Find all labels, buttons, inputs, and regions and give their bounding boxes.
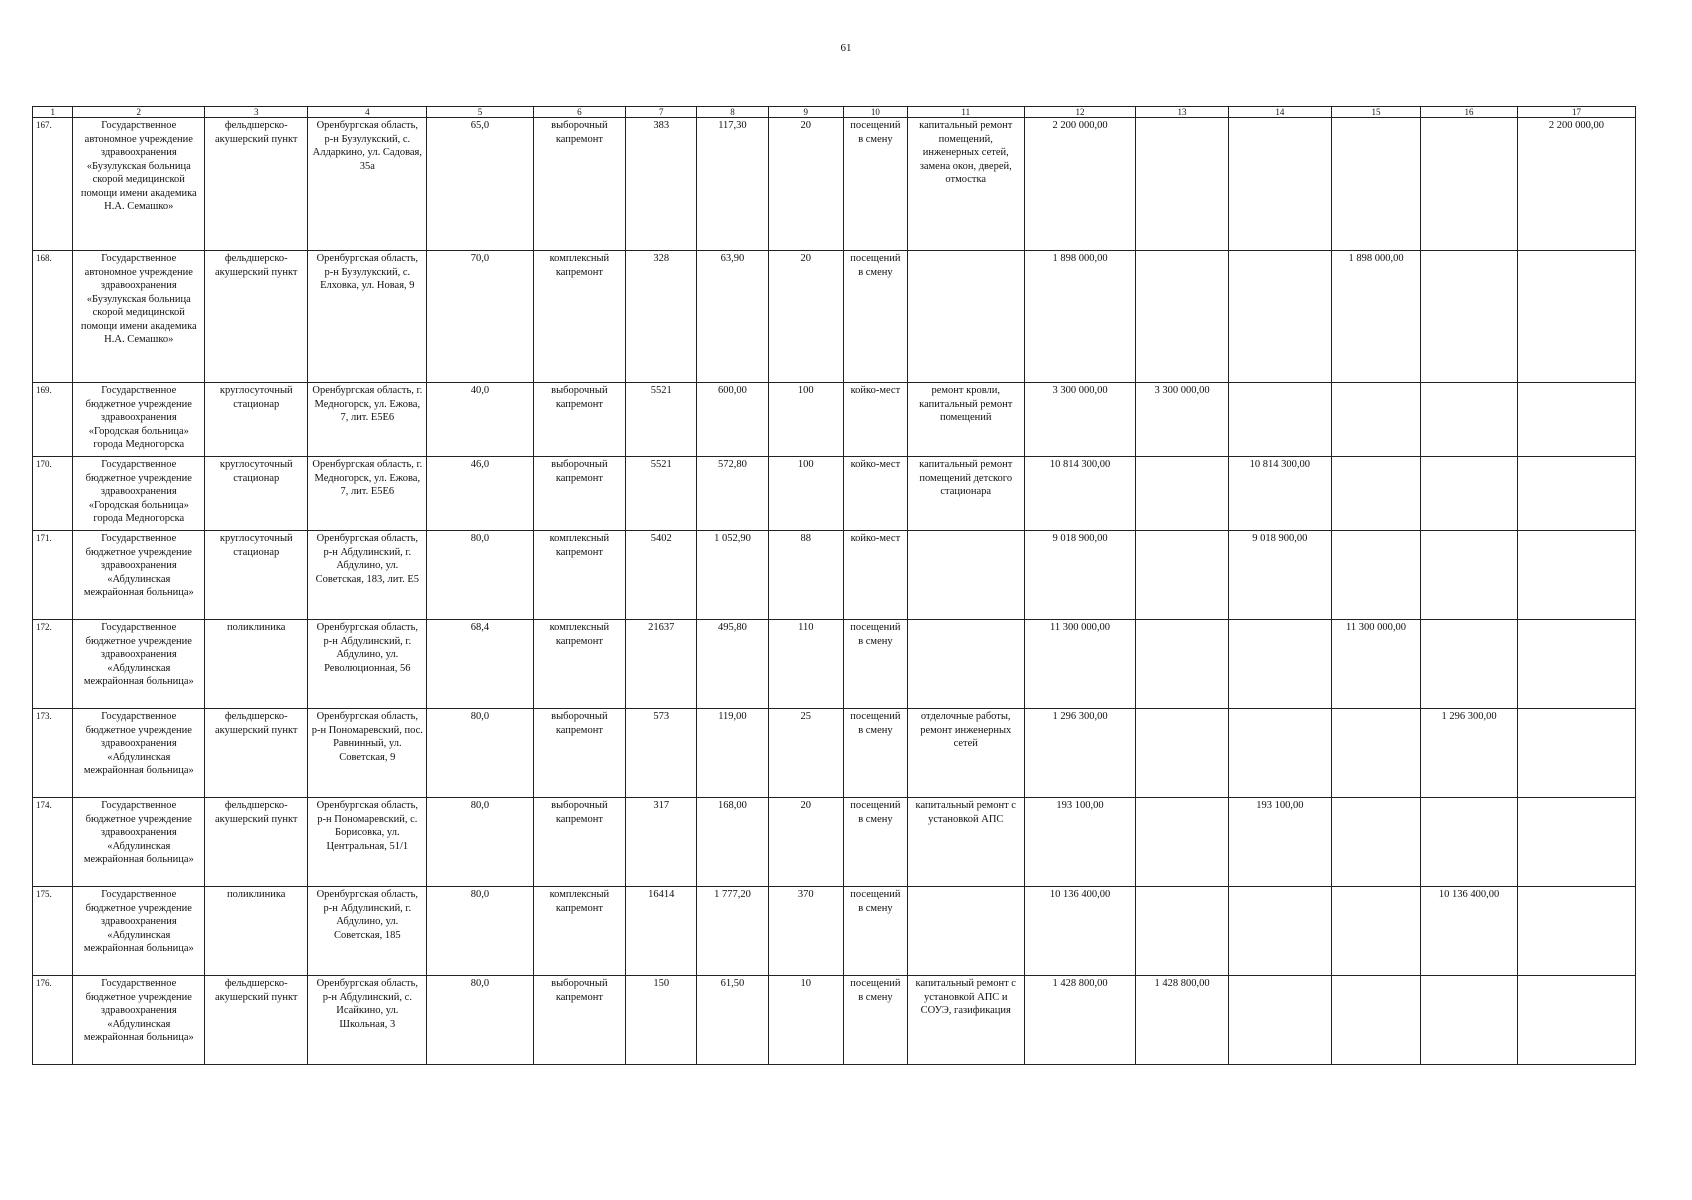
repair-kind: выборочный капремонт — [533, 383, 625, 457]
capacity-unit: посещений в смену — [844, 118, 908, 251]
address: Оренбургская область, р-н Пономаревский, пос. Равнинный, ул. Советская, 9 — [308, 709, 427, 798]
amount-col17 — [1517, 457, 1635, 531]
amount-col16: 10 136 400,00 — [1421, 887, 1518, 976]
capacity-unit: посещений в смену — [844, 887, 908, 976]
amount-col14 — [1228, 709, 1331, 798]
organization-name: Государственное бюджетное учреждение здравоохранения «Абдулинская межрайонная больница» — [73, 976, 205, 1065]
row-number: 169. — [33, 383, 73, 457]
capacity-unit: койко-мест — [844, 531, 908, 620]
table-row — [33, 457, 1636, 531]
facility-type: фельдшерско-акушерский пункт — [205, 118, 308, 251]
works-description: отделочные работы, ремонт инженерных сетей — [907, 709, 1024, 798]
capacity: 88 — [768, 531, 843, 620]
amount-col13 — [1136, 118, 1228, 251]
capacity: 370 — [768, 887, 843, 976]
column-number: 4 — [308, 107, 427, 118]
column-number: 11 — [907, 107, 1024, 118]
total-amount: 3 300 000,00 — [1024, 383, 1136, 457]
amount-col15 — [1331, 976, 1420, 1065]
works-description — [907, 251, 1024, 383]
value-col8: 600,00 — [697, 383, 768, 457]
organization-name: Государственное бюджетное учреждение здравоохранения «Абдулинская межрайонная больница» — [73, 620, 205, 709]
amount-col16 — [1421, 798, 1518, 887]
row-number: 168. — [33, 251, 73, 383]
value-col7: 328 — [626, 251, 697, 383]
value-col8: 1 777,20 — [697, 887, 768, 976]
value-col5: 65,0 — [427, 118, 533, 251]
value-col5: 80,0 — [427, 798, 533, 887]
table-row — [33, 887, 1636, 976]
repair-kind: выборочный капремонт — [533, 709, 625, 798]
total-amount: 9 018 900,00 — [1024, 531, 1136, 620]
column-number: 13 — [1136, 107, 1228, 118]
value-col8: 1 052,90 — [697, 531, 768, 620]
total-amount: 10 136 400,00 — [1024, 887, 1136, 976]
column-number: 5 — [427, 107, 533, 118]
organization-name: Государственное бюджетное учреждение здравоохранения «Абдулинская межрайонная больница» — [73, 798, 205, 887]
works-description — [907, 620, 1024, 709]
address: Оренбургская область, г. Медногорск, ул. Ежова, 7, лит. Е5Е6 — [308, 383, 427, 457]
total-amount: 2 200 000,00 — [1024, 118, 1136, 251]
facility-type: фельдшерско-акушерский пункт — [205, 798, 308, 887]
capacity-unit: койко-мест — [844, 383, 908, 457]
total-amount: 11 300 000,00 — [1024, 620, 1136, 709]
capacity: 110 — [768, 620, 843, 709]
value-col5: 80,0 — [427, 531, 533, 620]
column-number: 12 — [1024, 107, 1136, 118]
capacity: 20 — [768, 118, 843, 251]
amount-col17 — [1517, 887, 1635, 976]
table-row — [33, 976, 1636, 1065]
table-row — [33, 118, 1636, 251]
amount-col16 — [1421, 976, 1518, 1065]
amount-col16 — [1421, 251, 1518, 383]
column-number: 6 — [533, 107, 625, 118]
capital-repair-table — [32, 106, 1636, 1065]
column-number: 2 — [73, 107, 205, 118]
amount-col13 — [1136, 531, 1228, 620]
column-number: 17 — [1517, 107, 1635, 118]
value-col5: 68,4 — [427, 620, 533, 709]
capacity: 20 — [768, 251, 843, 383]
row-number: 171. — [33, 531, 73, 620]
facility-type: поликлиника — [205, 620, 308, 709]
amount-col17 — [1517, 531, 1635, 620]
amount-col15 — [1331, 887, 1420, 976]
capacity-unit: посещений в смену — [844, 798, 908, 887]
column-number: 7 — [626, 107, 697, 118]
amount-col13 — [1136, 620, 1228, 709]
amount-col15 — [1331, 118, 1420, 251]
repair-kind: выборочный капремонт — [533, 118, 625, 251]
value-col8: 168,00 — [697, 798, 768, 887]
amount-col14 — [1228, 383, 1331, 457]
amount-col17 — [1517, 620, 1635, 709]
amount-col15: 1 898 000,00 — [1331, 251, 1420, 383]
value-col7: 16414 — [626, 887, 697, 976]
organization-name: Государственное бюджетное учреждение здравоохранения «Абдулинская межрайонная больница» — [73, 709, 205, 798]
amount-col14 — [1228, 887, 1331, 976]
row-number: 175. — [33, 887, 73, 976]
column-number: 10 — [844, 107, 908, 118]
column-number: 14 — [1228, 107, 1331, 118]
address: Оренбургская область, р-н Абдулинский, г. Абдулино, ул. Советская, 185 — [308, 887, 427, 976]
value-col7: 150 — [626, 976, 697, 1065]
amount-col16 — [1421, 531, 1518, 620]
value-col5: 80,0 — [427, 709, 533, 798]
amount-col15 — [1331, 457, 1420, 531]
address: Оренбургская область, р-н Абдулинский, г. Абдулино, ул. Революционная, 56 — [308, 620, 427, 709]
amount-col15: 11 300 000,00 — [1331, 620, 1420, 709]
total-amount: 193 100,00 — [1024, 798, 1136, 887]
capacity-unit: койко-мест — [844, 457, 908, 531]
organization-name: Государственное бюджетное учреждение здравоохранения «Городская больница» города Медногорска — [73, 383, 205, 457]
repair-kind: выборочный капремонт — [533, 976, 625, 1065]
amount-col14: 193 100,00 — [1228, 798, 1331, 887]
column-number: 15 — [1331, 107, 1420, 118]
value-col8: 495,80 — [697, 620, 768, 709]
works-description — [907, 887, 1024, 976]
value-col8: 119,00 — [697, 709, 768, 798]
capacity: 20 — [768, 798, 843, 887]
amount-col15 — [1331, 531, 1420, 620]
value-col5: 80,0 — [427, 976, 533, 1065]
address: Оренбургская область, р-н Бузулукский, с. Алдаркино, ул. Садовая, 35а — [308, 118, 427, 251]
organization-name: Государственное бюджетное учреждение здравоохранения «Городская больница» города Медногорска — [73, 457, 205, 531]
address: Оренбургская область, р-н Бузулукский, с. Елховка, ул. Новая, 9 — [308, 251, 427, 383]
value-col7: 317 — [626, 798, 697, 887]
total-amount: 10 814 300,00 — [1024, 457, 1136, 531]
amount-col13 — [1136, 251, 1228, 383]
value-col5: 80,0 — [427, 887, 533, 976]
value-col7: 573 — [626, 709, 697, 798]
value-col7: 21637 — [626, 620, 697, 709]
facility-type: круглосуточный стационар — [205, 383, 308, 457]
address: Оренбургская область, р-н Пономаревский, с. Борисовка, ул. Центральная, 51/1 — [308, 798, 427, 887]
page-number: 61 — [840, 42, 852, 54]
table-row — [33, 709, 1636, 798]
value-col7: 383 — [626, 118, 697, 251]
amount-col14: 10 814 300,00 — [1228, 457, 1331, 531]
organization-name: Государственное бюджетное учреждение здравоохранения «Абдулинская межрайонная больница» — [73, 531, 205, 620]
table-row — [33, 251, 1636, 383]
table-row — [33, 620, 1636, 709]
row-number: 167. — [33, 118, 73, 251]
amount-col14: 9 018 900,00 — [1228, 531, 1331, 620]
capacity: 25 — [768, 709, 843, 798]
column-number: 9 — [768, 107, 843, 118]
row-number: 174. — [33, 798, 73, 887]
facility-type: круглосуточный стационар — [205, 531, 308, 620]
amount-col13 — [1136, 457, 1228, 531]
works-description: ремонт кровли, капитальный ремонт помещений — [907, 383, 1024, 457]
facility-type: фельдшерско-акушерский пункт — [205, 976, 308, 1065]
repair-kind: комплексный капремонт — [533, 531, 625, 620]
total-amount: 1 296 300,00 — [1024, 709, 1136, 798]
amount-col14 — [1228, 620, 1331, 709]
table-row — [33, 798, 1636, 887]
amount-col16 — [1421, 383, 1518, 457]
row-number: 170. — [33, 457, 73, 531]
capacity: 100 — [768, 457, 843, 531]
amount-col13 — [1136, 798, 1228, 887]
repair-kind: выборочный капремонт — [533, 457, 625, 531]
capacity: 10 — [768, 976, 843, 1065]
organization-name: Государственное автономное учреждение здравоохранения «Бузулукская больница скорой медицинской помощи имени академика Н.А. Семашко» — [73, 118, 205, 251]
amount-col13: 1 428 800,00 — [1136, 976, 1228, 1065]
facility-type: поликлиника — [205, 887, 308, 976]
total-amount: 1 428 800,00 — [1024, 976, 1136, 1065]
value-col7: 5402 — [626, 531, 697, 620]
amount-col17 — [1517, 976, 1635, 1065]
amount-col17 — [1517, 709, 1635, 798]
total-amount: 1 898 000,00 — [1024, 251, 1136, 383]
works-description: капитальный ремонт помещений детского стационара — [907, 457, 1024, 531]
amount-col14 — [1228, 251, 1331, 383]
column-number: 16 — [1421, 107, 1518, 118]
capacity: 100 — [768, 383, 843, 457]
amount-col17: 2 200 000,00 — [1517, 118, 1635, 251]
amount-col15 — [1331, 709, 1420, 798]
repair-kind: комплексный капремонт — [533, 620, 625, 709]
amount-col16: 1 296 300,00 — [1421, 709, 1518, 798]
capacity-unit: посещений в смену — [844, 709, 908, 798]
amount-col16 — [1421, 118, 1518, 251]
column-number: 1 — [33, 107, 73, 118]
amount-col13: 3 300 000,00 — [1136, 383, 1228, 457]
amount-col16 — [1421, 620, 1518, 709]
value-col5: 40,0 — [427, 383, 533, 457]
facility-type: круглосуточный стационар — [205, 457, 308, 531]
capacity-unit: посещений в смену — [844, 976, 908, 1065]
value-col5: 46,0 — [427, 457, 533, 531]
capacity-unit: посещений в смену — [844, 620, 908, 709]
column-number-row — [33, 107, 1636, 118]
organization-name: Государственное бюджетное учреждение здравоохранения «Абдулинская межрайонная больница» — [73, 887, 205, 976]
works-description: капитальный ремонт помещений, инженерных сетей, замена окон, дверей, отмостка — [907, 118, 1024, 251]
table-row — [33, 383, 1636, 457]
facility-type: фельдшерско-акушерский пункт — [205, 251, 308, 383]
repair-kind: комплексный капремонт — [533, 251, 625, 383]
table-row — [33, 531, 1636, 620]
amount-col17 — [1517, 251, 1635, 383]
row-number: 173. — [33, 709, 73, 798]
value-col5: 70,0 — [427, 251, 533, 383]
value-col8: 61,50 — [697, 976, 768, 1065]
repair-kind: комплексный капремонт — [533, 887, 625, 976]
row-number: 172. — [33, 620, 73, 709]
address: Оренбургская область, р-н Абдулинский, г. Абдулино, ул. Советская, 183, лит. Е5 — [308, 531, 427, 620]
column-number: 8 — [697, 107, 768, 118]
amount-col16 — [1421, 457, 1518, 531]
amount-col14 — [1228, 976, 1331, 1065]
column-number: 3 — [205, 107, 308, 118]
facility-type: фельдшерско-акушерский пункт — [205, 709, 308, 798]
value-col8: 572,80 — [697, 457, 768, 531]
address: Оренбургская область, г. Медногорск, ул. Ежова, 7, лит. Е5Е6 — [308, 457, 427, 531]
value-col8: 63,90 — [697, 251, 768, 383]
works-description: капитальный ремонт с установкой АПС и СОУЭ, газификация — [907, 976, 1024, 1065]
amount-col17 — [1517, 798, 1635, 887]
value-col7: 5521 — [626, 383, 697, 457]
amount-col13 — [1136, 887, 1228, 976]
value-col8: 117,30 — [697, 118, 768, 251]
value-col7: 5521 — [626, 457, 697, 531]
amount-col17 — [1517, 383, 1635, 457]
amount-col15 — [1331, 798, 1420, 887]
amount-col15 — [1331, 383, 1420, 457]
amount-col14 — [1228, 118, 1331, 251]
row-number: 176. — [33, 976, 73, 1065]
works-description: капитальный ремонт с установкой АПС — [907, 798, 1024, 887]
capacity-unit: посещений в смену — [844, 251, 908, 383]
works-description — [907, 531, 1024, 620]
repair-kind: выборочный капремонт — [533, 798, 625, 887]
address: Оренбургская область, р-н Абдулинский, с. Исайкино, ул. Школьная, 3 — [308, 976, 427, 1065]
organization-name: Государственное автономное учреждение здравоохранения «Бузулукская больница скорой медицинской помощи имени академика Н.А. Семашко» — [73, 251, 205, 383]
amount-col13 — [1136, 709, 1228, 798]
